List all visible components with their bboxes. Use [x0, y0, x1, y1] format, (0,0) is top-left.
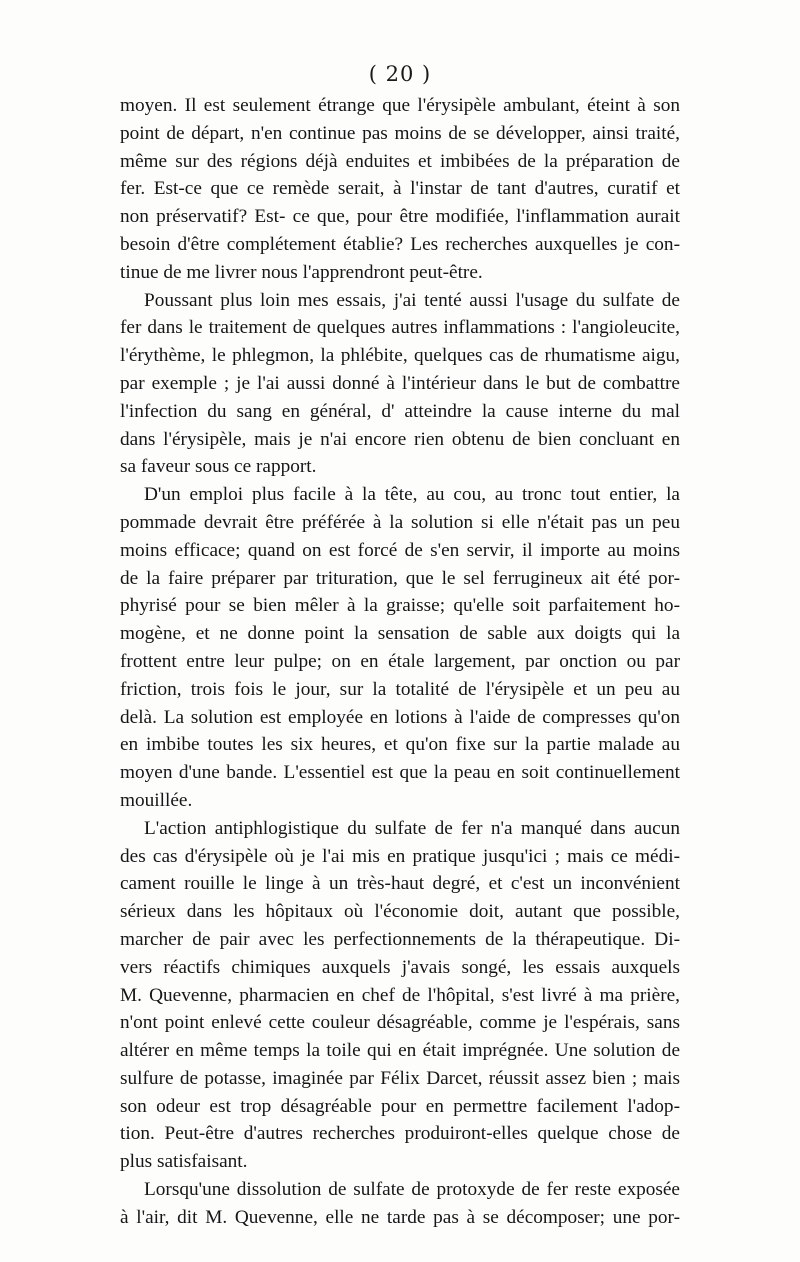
text-line: cament rouille le linge à un très-haut degré, et c'est un inconvénient: [120, 873, 680, 895]
text-line: besoin d'être complétement établie? Les recherches auxquelles je con-: [120, 233, 680, 255]
text-line: n'ont point enlevé cette couleur désagréable, comme je l'espérais, sans: [120, 1012, 680, 1034]
text-line: plus satisfaisant.: [120, 1151, 248, 1173]
text-line: fer dans le traitement de quelques autres inflammations : l'angioleucite,: [120, 317, 680, 339]
text-line: sulfure de potasse, imaginée par Félix Darcet, réussit assez bien ; mais: [120, 1067, 680, 1089]
text-line: même sur des régions déjà enduites et imbibées de la préparation de: [120, 150, 680, 172]
text-line: D'un emploi plus facile à la tête, au cou, au tronc tout entier, la: [144, 484, 680, 506]
text-line: frottent entre leur pulpe; on en étale largement, par onction ou par: [120, 650, 680, 672]
text-line: mouillée.: [120, 789, 193, 811]
text-line: dans l'érysipèle, mais je n'ai encore rien obtenu de bien concluant en: [120, 428, 680, 450]
text-line: altérer en même temps la toile qui en était imprégnée. Une solution de: [120, 1040, 680, 1062]
text-line: moins efficace; quand on est forcé de s'en servir, il importe au moins: [120, 539, 680, 561]
text-line: sa faveur sous ce rapport.: [120, 456, 317, 478]
text-line: Lorsqu'une dissolution de sulfate de protoxyde de fer reste exposée: [144, 1179, 680, 1201]
text-line: fer. Est-ce que ce remède serait, à l'instar de tant d'autres, curatif et: [120, 178, 680, 200]
text-line: sérieux dans les hôpitaux où l'économie doit, autant que possible,: [120, 901, 680, 923]
text-line: non préservatif? Est- ce que, pour être modifiée, l'inflammation aurait: [120, 206, 680, 228]
text-line: tinue de me livrer nous l'apprendront peut-être.: [120, 261, 483, 283]
page-number: ( 20 ): [368, 62, 432, 86]
text-line: l'érythème, le phlegmon, la phlébite, quelques cas de rhumatisme aigu,: [120, 345, 680, 367]
text-line: marcher de pair avec les perfectionnements de la thérapeutique. Di-: [120, 928, 680, 950]
text-line: à l'air, dit M. Quevenne, elle ne tarde pas à se décomposer; une por-: [120, 1206, 680, 1228]
text-line: son odeur est trop désagréable pour en permettre facilement l'adop-: [120, 1095, 680, 1117]
text-line: vers réactifs chimiques auxquels j'avais songé, les essais auxquels: [120, 956, 680, 978]
text-line: M. Quevenne, pharmacien en chef de l'hôpital, s'est livré à ma prière,: [120, 984, 680, 1006]
text-line: l'infection du sang en général, d' atteindre la cause interne du mal: [120, 400, 680, 422]
text-line: tion. Peut-être d'autres recherches produiront-elles quelque chose de: [120, 1123, 680, 1145]
text-line: en imbibe toutes les six heures, et qu'on fixe sur la partie malade au: [120, 734, 680, 756]
text-line: par exemple ; je l'ai aussi donné à l'intérieur dans le but de combattre: [120, 372, 680, 394]
text-line: moyen. Il est seulement étrange que l'érysipèle ambulant, éteint à son: [120, 95, 680, 116]
text-line: des cas d'érysipèle où je l'ai mis en pratique jusqu'ici ; mais ce médi-: [120, 845, 680, 867]
text-line: phyrisé pour se bien mêler à la graisse; qu'elle soit parfaitement ho-: [120, 595, 680, 617]
text-line: friction, trois fois le jour, sur la totalité de l'érysipèle et un peu au: [120, 678, 680, 700]
text-line: moyen d'une bande. L'essentiel est que la peau en soit continuellement: [120, 762, 680, 784]
text-line: de la faire préparer par trituration, que le sel ferrugineux ait été por-: [120, 567, 680, 589]
text-line: point de départ, n'en continue pas moins de se développer, ainsi traité,: [120, 122, 680, 144]
text-line: L'action antiphlogistique du sulfate de fer n'a manqué dans aucun: [144, 817, 680, 839]
text-line: pommade devrait être préférée à la solution si elle n'était pas un peu: [120, 511, 680, 533]
body-text: [120, 92, 680, 1232]
text-line: Poussant plus loin mes essais, j'ai tenté aussi l'usage du sulfate de: [144, 289, 680, 311]
text-line: delà. La solution est employée en lotions à l'aide de compresses qu'on: [120, 706, 680, 728]
text-line: mogène, et ne donne point la sensation de sable aux doigts qui la: [120, 623, 680, 645]
